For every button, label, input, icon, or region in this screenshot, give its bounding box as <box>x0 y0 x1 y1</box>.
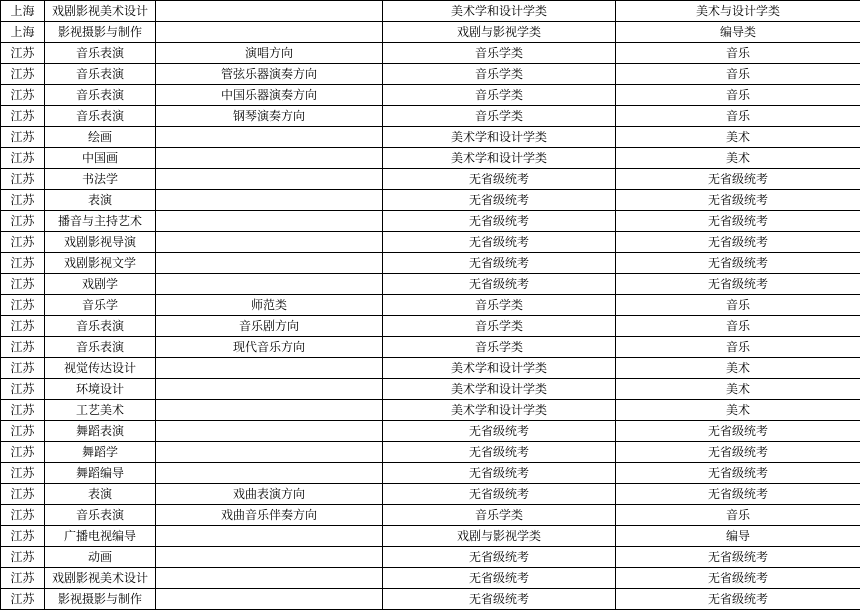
exam-category-cell: 音乐 <box>616 505 860 526</box>
direction-cell <box>156 253 383 274</box>
direction-cell <box>156 1 383 22</box>
direction-cell <box>156 421 383 442</box>
major-cell: 影视摄影与制作 <box>45 589 156 610</box>
province-cell: 江苏 <box>1 211 45 232</box>
table-row <box>1 547 860 568</box>
table-row <box>1 64 860 85</box>
province-cell: 江苏 <box>1 379 45 400</box>
direction-cell <box>156 400 383 421</box>
exam-category-cell: 编导类 <box>616 22 860 43</box>
direction-cell <box>156 211 383 232</box>
direction-cell: 管弦乐器演奏方向 <box>156 64 383 85</box>
province-cell: 江苏 <box>1 463 45 484</box>
major-cell: 戏剧影视美术设计 <box>45 1 156 22</box>
exam-category-cell: 音乐 <box>616 316 860 337</box>
subject-category-cell: 美术学和设计学类 <box>383 148 616 169</box>
major-cell: 音乐学 <box>45 295 156 316</box>
exam-category-cell: 音乐 <box>616 106 860 127</box>
direction-cell: 中国乐器演奏方向 <box>156 85 383 106</box>
exam-category-cell: 无省级统考 <box>616 169 860 190</box>
major-cell: 音乐表演 <box>45 43 156 64</box>
major-cell: 播音与主持艺术 <box>45 211 156 232</box>
table-row <box>1 295 860 316</box>
major-cell: 视觉传达设计 <box>45 358 156 379</box>
major-cell: 戏剧影视文学 <box>45 253 156 274</box>
table-row <box>1 421 860 442</box>
direction-cell <box>156 148 383 169</box>
province-cell: 江苏 <box>1 148 45 169</box>
major-cell: 音乐表演 <box>45 85 156 106</box>
province-cell: 江苏 <box>1 169 45 190</box>
table-row <box>1 211 860 232</box>
direction-cell <box>156 22 383 43</box>
table-row <box>1 358 860 379</box>
subject-category-cell: 音乐学类 <box>383 505 616 526</box>
table-row <box>1 400 860 421</box>
major-cell: 戏剧学 <box>45 274 156 295</box>
subject-category-cell: 戏剧与影视学类 <box>383 526 616 547</box>
direction-cell <box>156 463 383 484</box>
table-row <box>1 106 860 127</box>
direction-cell: 演唱方向 <box>156 43 383 64</box>
direction-cell <box>156 589 383 610</box>
table-row <box>1 127 860 148</box>
direction-cell: 钢琴演奏方向 <box>156 106 383 127</box>
table-body <box>1 1 860 610</box>
major-cell: 绘画 <box>45 127 156 148</box>
table-row <box>1 1 860 22</box>
table-row <box>1 85 860 106</box>
direction-cell <box>156 379 383 400</box>
direction-cell <box>156 442 383 463</box>
exam-category-cell: 音乐 <box>616 64 860 85</box>
province-cell: 江苏 <box>1 295 45 316</box>
exam-category-cell: 无省级统考 <box>616 421 860 442</box>
table-row <box>1 526 860 547</box>
table-row <box>1 463 860 484</box>
major-cell: 戏剧影视美术设计 <box>45 568 156 589</box>
subject-category-cell: 无省级统考 <box>383 253 616 274</box>
subject-category-cell: 美术学和设计学类 <box>383 358 616 379</box>
major-cell: 工艺美术 <box>45 400 156 421</box>
direction-cell <box>156 358 383 379</box>
major-cell: 书法学 <box>45 169 156 190</box>
table-row <box>1 505 860 526</box>
major-cell: 音乐表演 <box>45 505 156 526</box>
subject-category-cell: 无省级统考 <box>383 442 616 463</box>
province-cell: 上海 <box>1 22 45 43</box>
exam-category-cell: 美术 <box>616 379 860 400</box>
table-row <box>1 253 860 274</box>
direction-cell <box>156 526 383 547</box>
major-cell: 音乐表演 <box>45 106 156 127</box>
province-cell: 江苏 <box>1 589 45 610</box>
subject-category-cell: 无省级统考 <box>383 211 616 232</box>
province-cell: 江苏 <box>1 421 45 442</box>
exam-category-cell: 美术与设计学类 <box>616 1 860 22</box>
direction-cell <box>156 232 383 253</box>
province-cell: 江苏 <box>1 190 45 211</box>
subject-category-cell: 无省级统考 <box>383 463 616 484</box>
exam-category-cell: 音乐 <box>616 337 860 358</box>
table-row <box>1 22 860 43</box>
province-cell: 江苏 <box>1 64 45 85</box>
province-cell: 江苏 <box>1 400 45 421</box>
subject-category-cell: 无省级统考 <box>383 232 616 253</box>
exam-category-cell: 美术 <box>616 148 860 169</box>
exam-category-cell: 音乐 <box>616 43 860 64</box>
province-cell: 江苏 <box>1 253 45 274</box>
exam-category-cell: 无省级统考 <box>616 568 860 589</box>
major-cell: 舞蹈编导 <box>45 463 156 484</box>
province-cell: 江苏 <box>1 358 45 379</box>
subject-category-cell: 无省级统考 <box>383 421 616 442</box>
major-cell: 舞蹈学 <box>45 442 156 463</box>
direction-cell: 师范类 <box>156 295 383 316</box>
subject-category-cell: 音乐学类 <box>383 64 616 85</box>
province-cell: 江苏 <box>1 505 45 526</box>
exam-category-cell: 无省级统考 <box>616 274 860 295</box>
province-cell: 江苏 <box>1 316 45 337</box>
direction-cell <box>156 568 383 589</box>
table-row <box>1 568 860 589</box>
exam-category-cell: 美术 <box>616 127 860 148</box>
subject-category-cell: 无省级统考 <box>383 547 616 568</box>
table-row <box>1 148 860 169</box>
major-cell: 动画 <box>45 547 156 568</box>
major-cell: 表演 <box>45 484 156 505</box>
province-cell: 江苏 <box>1 568 45 589</box>
direction-cell: 现代音乐方向 <box>156 337 383 358</box>
subject-category-cell: 无省级统考 <box>383 169 616 190</box>
subject-category-cell: 戏剧与影视学类 <box>383 22 616 43</box>
province-cell: 江苏 <box>1 43 45 64</box>
subject-category-cell: 无省级统考 <box>383 589 616 610</box>
table-row <box>1 316 860 337</box>
table-row <box>1 190 860 211</box>
exam-category-cell: 编导 <box>616 526 860 547</box>
direction-cell <box>156 127 383 148</box>
table-row <box>1 232 860 253</box>
province-cell: 江苏 <box>1 337 45 358</box>
subject-category-cell: 音乐学类 <box>383 85 616 106</box>
major-cell: 戏剧影视导演 <box>45 232 156 253</box>
subject-category-cell: 音乐学类 <box>383 43 616 64</box>
province-cell: 上海 <box>1 1 45 22</box>
exam-category-cell: 无省级统考 <box>616 589 860 610</box>
exam-category-cell: 无省级统考 <box>616 547 860 568</box>
direction-cell <box>156 190 383 211</box>
major-cell: 广播电视编导 <box>45 526 156 547</box>
table-row <box>1 484 860 505</box>
province-cell: 江苏 <box>1 85 45 106</box>
exam-category-cell: 无省级统考 <box>616 190 860 211</box>
province-cell: 江苏 <box>1 442 45 463</box>
table-row <box>1 442 860 463</box>
table-row <box>1 274 860 295</box>
exam-category-cell: 无省级统考 <box>616 463 860 484</box>
subject-category-cell: 音乐学类 <box>383 337 616 358</box>
table-row <box>1 589 860 610</box>
major-cell: 音乐表演 <box>45 316 156 337</box>
major-cell: 中国画 <box>45 148 156 169</box>
major-cell: 音乐表演 <box>45 64 156 85</box>
subject-category-cell: 无省级统考 <box>383 190 616 211</box>
subject-category-cell: 音乐学类 <box>383 295 616 316</box>
province-cell: 江苏 <box>1 127 45 148</box>
major-cell: 音乐表演 <box>45 337 156 358</box>
exam-category-cell: 音乐 <box>616 85 860 106</box>
exam-category-cell: 无省级统考 <box>616 442 860 463</box>
major-cell: 表演 <box>45 190 156 211</box>
subject-category-cell: 无省级统考 <box>383 568 616 589</box>
exam-category-cell: 美术 <box>616 358 860 379</box>
subject-category-cell: 无省级统考 <box>383 484 616 505</box>
subject-category-cell: 美术学和设计学类 <box>383 127 616 148</box>
table-row <box>1 379 860 400</box>
direction-cell: 音乐剧方向 <box>156 316 383 337</box>
direction-cell: 戏曲音乐伴奏方向 <box>156 505 383 526</box>
direction-cell <box>156 274 383 295</box>
table-row <box>1 169 860 190</box>
major-cell: 影视摄影与制作 <box>45 22 156 43</box>
province-cell: 江苏 <box>1 484 45 505</box>
exam-category-cell: 无省级统考 <box>616 253 860 274</box>
exam-category-cell: 无省级统考 <box>616 232 860 253</box>
subject-category-cell: 美术学和设计学类 <box>383 379 616 400</box>
exam-category-cell: 无省级统考 <box>616 484 860 505</box>
major-cell: 舞蹈表演 <box>45 421 156 442</box>
subject-category-cell: 音乐学类 <box>383 316 616 337</box>
province-cell: 江苏 <box>1 232 45 253</box>
table-row <box>1 337 860 358</box>
direction-cell <box>156 547 383 568</box>
exam-category-cell: 音乐 <box>616 295 860 316</box>
province-cell: 江苏 <box>1 274 45 295</box>
exam-category-cell: 美术 <box>616 400 860 421</box>
province-cell: 江苏 <box>1 547 45 568</box>
subject-category-cell: 音乐学类 <box>383 106 616 127</box>
subject-category-cell: 美术学和设计学类 <box>383 1 616 22</box>
subject-category-cell: 无省级统考 <box>383 274 616 295</box>
direction-cell <box>156 169 383 190</box>
table-row <box>1 43 860 64</box>
province-cell: 江苏 <box>1 106 45 127</box>
major-cell: 环境设计 <box>45 379 156 400</box>
direction-cell: 戏曲表演方向 <box>156 484 383 505</box>
province-cell: 江苏 <box>1 526 45 547</box>
exam-category-cell: 无省级统考 <box>616 211 860 232</box>
subject-category-cell: 美术学和设计学类 <box>383 400 616 421</box>
